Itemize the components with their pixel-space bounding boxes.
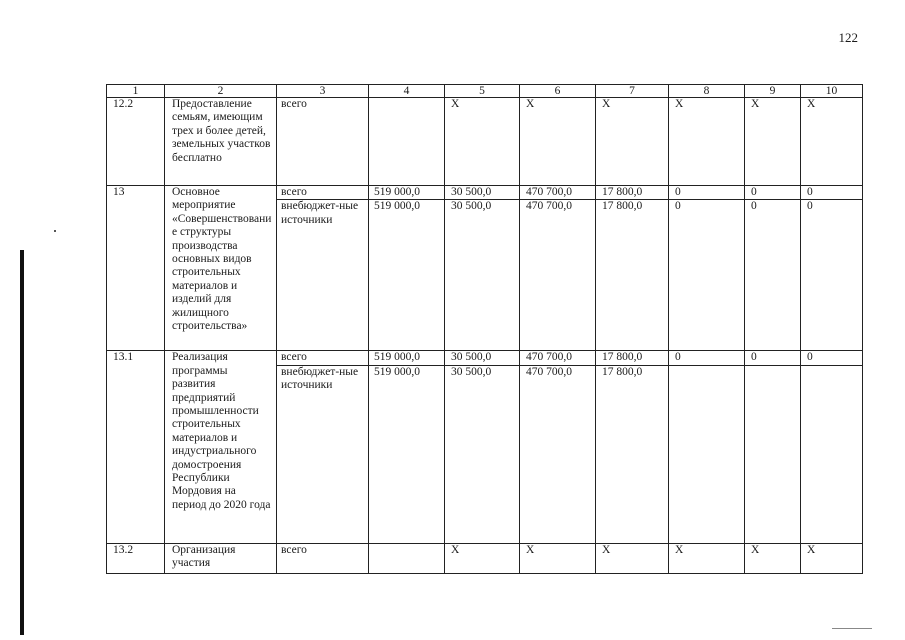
row-code: 13 — [107, 186, 165, 351]
header-cell: 9 — [745, 85, 801, 98]
header-cell: 8 — [669, 85, 745, 98]
value-cell: X — [801, 543, 863, 573]
row-source: внебюджет-ные источники — [277, 200, 369, 351]
value-cell: 0 — [801, 351, 863, 365]
value-cell: 519 000,0 — [369, 200, 445, 351]
table-header-row — [107, 85, 863, 98]
value-cell: 0 — [801, 186, 863, 200]
value-cell: 30 500,0 — [445, 365, 520, 543]
value-cell: X — [520, 98, 596, 186]
value-cell: X — [669, 98, 745, 186]
row-source: всего — [277, 98, 369, 186]
value-cell: 17 800,0 — [596, 351, 669, 365]
value-cell: 0 — [745, 351, 801, 365]
value-cell: 30 500,0 — [445, 200, 520, 351]
row-code: 13.2 — [107, 543, 165, 573]
row-code: 13.1 — [107, 351, 165, 543]
value-cell: X — [445, 543, 520, 573]
value-cell: 519 000,0 — [369, 186, 445, 200]
value-cell: 470 700,0 — [520, 200, 596, 351]
row-name: Организация участия — [165, 543, 277, 573]
value-cell: 470 700,0 — [520, 351, 596, 365]
value-cell: 17 800,0 — [596, 186, 669, 200]
header-cell: 1 — [107, 85, 165, 98]
row-code: 12.2 — [107, 98, 165, 186]
value-cell: X — [745, 543, 801, 573]
value-cell: 17 800,0 — [596, 365, 669, 543]
row-name: Основное мероприятие «Совершенствование структуры производства основных видов строительных материалов и изделий для жилищного строительства» — [165, 186, 277, 351]
value-cell: 0 — [669, 200, 745, 351]
scan-margin-bar — [20, 250, 24, 635]
value-cell: 0 — [745, 186, 801, 200]
value-cell: X — [520, 543, 596, 573]
row-source: всего — [277, 543, 369, 573]
row-source: внебюджет-ные источники — [277, 365, 369, 543]
value-cell: 0 — [669, 186, 745, 200]
value-cell: 0 — [745, 200, 801, 351]
header-cell: 7 — [596, 85, 669, 98]
scan-speck — [54, 230, 56, 232]
value-cell: 519 000,0 — [369, 365, 445, 543]
table-row — [107, 351, 863, 365]
value-cell — [745, 365, 801, 543]
header-cell: 6 — [520, 85, 596, 98]
value-cell — [369, 98, 445, 186]
header-cell: 4 — [369, 85, 445, 98]
value-cell: X — [596, 543, 669, 573]
table-row — [107, 98, 863, 186]
value-cell: 0 — [669, 351, 745, 365]
value-cell: 0 — [801, 200, 863, 351]
row-source: всего — [277, 186, 369, 200]
table-row — [107, 186, 863, 200]
table-row — [107, 543, 863, 573]
value-cell: X — [445, 98, 520, 186]
page-number: 122 — [838, 30, 858, 45]
value-cell: 30 500,0 — [445, 351, 520, 365]
value-cell: X — [745, 98, 801, 186]
header-cell: 2 — [165, 85, 277, 98]
value-cell — [801, 365, 863, 543]
row-source: всего — [277, 351, 369, 365]
header-cell: 10 — [801, 85, 863, 98]
row-name: Реализация программы развития предприятий промышленности строительных материалов и индустриального домостроения Республики Мордовия на период до 2020 года — [165, 351, 277, 543]
value-cell: 519 000,0 — [369, 351, 445, 365]
value-cell — [369, 543, 445, 573]
value-cell: 17 800,0 — [596, 200, 669, 351]
value-cell: X — [801, 98, 863, 186]
scan-line — [832, 628, 872, 629]
budget-table — [106, 84, 863, 574]
value-cell: X — [669, 543, 745, 573]
value-cell: 470 700,0 — [520, 186, 596, 200]
value-cell — [669, 365, 745, 543]
row-name: Предоставление семьям, имеющим трех и более детей, земельных участков бесплатно — [165, 98, 277, 186]
value-cell: 470 700,0 — [520, 365, 596, 543]
value-cell: X — [596, 98, 669, 186]
header-cell: 3 — [277, 85, 369, 98]
value-cell: 30 500,0 — [445, 186, 520, 200]
header-cell: 5 — [445, 85, 520, 98]
